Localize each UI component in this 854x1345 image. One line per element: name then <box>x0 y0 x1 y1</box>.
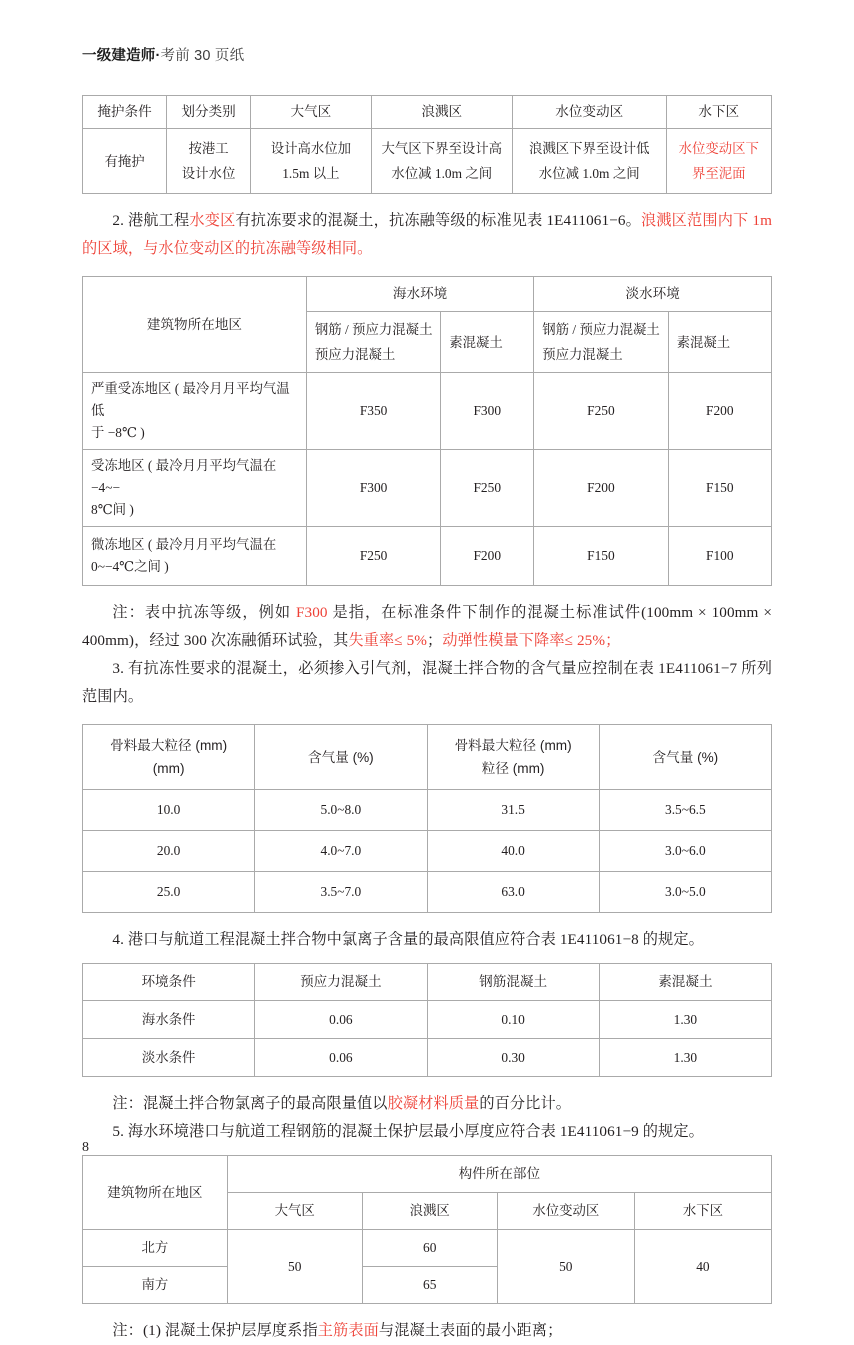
table-chloride-limits <box>82 963 772 1077</box>
table5-cell-waterlevel: 50 <box>497 1230 634 1304</box>
table4-header-cell: 钢筋混凝土 <box>427 964 599 1001</box>
table2-value-cell: F150 <box>668 450 771 527</box>
table-row <box>83 527 772 586</box>
table-row <box>83 790 772 831</box>
table2-value-cell: F250 <box>441 450 534 527</box>
table2-value-cell: F200 <box>441 527 534 586</box>
table1-cell: 有掩护 <box>83 129 167 194</box>
table2-region-cell: 微冻地区 ( 最冷月月平均气温在 0~−4℃之间 ) <box>83 527 307 586</box>
table-cover-thickness <box>82 1155 772 1304</box>
table3-cell: 3.5~7.0 <box>255 872 427 913</box>
table5-cell-splash: 65 <box>362 1267 497 1304</box>
table2-value-cell: F300 <box>441 373 534 450</box>
table1-header-cell: 划分类别 <box>167 96 251 129</box>
table-row <box>83 872 772 913</box>
table4-header-cell: 预应力混凝土 <box>255 964 427 1001</box>
table5-subheader: 浪溅区 <box>362 1193 497 1230</box>
table3-cell: 3.5~6.5 <box>599 790 771 831</box>
table2-subheader: 钢筋 / 预应力混凝土 预应力混凝土 <box>534 312 668 373</box>
table3-header-cell: 含气量 (%) <box>255 725 427 790</box>
running-head <box>82 44 772 65</box>
table-row <box>83 1001 772 1039</box>
running-head-subtitle: 考前 30 页纸 <box>160 48 245 64</box>
table-row <box>83 96 772 129</box>
table-zone-division <box>82 95 772 194</box>
paragraph-item-2 <box>82 207 772 263</box>
table2-subheader: 钢筋 / 预应力混凝土 预应力混凝土 <box>306 312 440 373</box>
table3-cell: 40.0 <box>427 831 599 872</box>
note-table-5 <box>82 1317 772 1345</box>
para2-highlight-1: 水变区 <box>189 212 236 229</box>
table5-group-header: 构件所在部位 <box>227 1156 771 1193</box>
table-frost-resistance-grades <box>82 276 772 586</box>
table5-subheader: 水位变动区 <box>497 1193 634 1230</box>
table1-cell: 浪溅区下界至设计低 水位减 1.0m 之间 <box>512 129 666 194</box>
table1-cell: 设计高水位加 1.5m 以上 <box>251 129 372 194</box>
note5-text-b: 与混凝土表面的最小距离； <box>378 1322 563 1339</box>
note4-text-a: 注：混凝土拌合物氯离子的最高限量值以 <box>112 1095 388 1112</box>
table3-cell: 3.0~6.0 <box>599 831 771 872</box>
table3-cell: 5.0~8.0 <box>255 790 427 831</box>
table4-cell: 0.06 <box>255 1001 427 1039</box>
table-air-content <box>82 724 772 913</box>
paragraph-item-3: 3. 有抗冻性要求的混凝土，必须掺入引气剂，混凝土拌合物的含气量应控制在表 1E411061−7 所列范围内。 <box>82 660 772 705</box>
table4-header-cell: 环境条件 <box>83 964 255 1001</box>
note2-text-c: ； <box>427 632 443 649</box>
note5-text-a: 注：(1) 混凝土保护层厚度系指 <box>112 1322 318 1339</box>
table1-cell: 大气区下界至设计高 水位减 1.0m 之间 <box>371 129 512 194</box>
table2-group-header-freshwater: 淡水环境 <box>534 277 772 312</box>
table2-header-region: 建筑物所在地区 <box>83 277 307 373</box>
table3-cell: 63.0 <box>427 872 599 913</box>
table1-cell-highlighted: 水位变动区下 界至泥面 <box>666 129 771 194</box>
note4-highlight: 胶凝材料质量 <box>387 1095 480 1112</box>
table1-header-cell: 掩护条件 <box>83 96 167 129</box>
table-row <box>83 964 772 1001</box>
table-row <box>83 1230 772 1267</box>
table-row <box>83 373 772 450</box>
table3-header-cell: 骨料最大粒径 (mm) 粒径 (mm) <box>427 725 599 790</box>
table4-cell: 淡水条件 <box>83 1039 255 1077</box>
table1-header-cell: 大气区 <box>251 96 372 129</box>
table3-cell: 25.0 <box>83 872 255 913</box>
table5-cell-atmospheric: 50 <box>227 1230 362 1304</box>
table-row <box>83 1039 772 1077</box>
table3-cell: 4.0~7.0 <box>255 831 427 872</box>
table3-cell: 10.0 <box>83 790 255 831</box>
table5-cell-underwater: 40 <box>634 1230 771 1304</box>
table2-value-cell: F150 <box>534 527 668 586</box>
table-row <box>83 277 772 312</box>
note-table-4 <box>82 1090 772 1118</box>
table2-value-cell: F200 <box>534 450 668 527</box>
table5-region-cell: 南方 <box>83 1267 228 1304</box>
paragraph-item-4: 4. 港口与航道工程混凝土拌合物中氯离子含量的最高限值应符合表 1E411061−8 的规定。 <box>112 931 704 948</box>
table4-cell: 1.30 <box>599 1039 771 1077</box>
table-row <box>83 725 772 790</box>
note2-text-a: 注：表中抗冻等级，例如 <box>112 604 296 621</box>
table2-value-cell: F250 <box>534 373 668 450</box>
table2-value-cell: F350 <box>306 373 440 450</box>
running-head-title: 一级建造师 <box>82 48 156 64</box>
table4-cell: 0.10 <box>427 1001 599 1039</box>
table3-cell: 3.0~5.0 <box>599 872 771 913</box>
table4-cell: 0.06 <box>255 1039 427 1077</box>
table2-value-cell: F250 <box>306 527 440 586</box>
table5-header-region: 建筑物所在地区 <box>83 1156 228 1230</box>
table2-region-cell: 严重受冻地区 ( 最冷月月平均气温低 于 −8℃ ) <box>83 373 307 450</box>
table-row <box>83 129 772 194</box>
table2-region-cell: 受冻地区 ( 最冷月月平均气温在 −4~− 8℃间 ) <box>83 450 307 527</box>
table3-header-cell: 含气量 (%) <box>599 725 771 790</box>
table2-value-cell: F200 <box>668 373 771 450</box>
table4-cell: 海水条件 <box>83 1001 255 1039</box>
table4-cell: 0.30 <box>427 1039 599 1077</box>
page-number: 8 <box>82 1140 89 1155</box>
table1-cell: 按港工 设计水位 <box>167 129 251 194</box>
table-row <box>83 831 772 872</box>
table5-subheader: 水下区 <box>634 1193 771 1230</box>
table4-header-cell: 素混凝土 <box>599 964 771 1001</box>
note4-text-b: 的百分比计。 <box>479 1095 572 1112</box>
table5-cell-splash: 60 <box>362 1230 497 1267</box>
table1-header-cell: 水位变动区 <box>512 96 666 129</box>
note-table-2 <box>82 599 772 655</box>
table2-value-cell: F300 <box>306 450 440 527</box>
table1-header-cell: 水下区 <box>666 96 771 129</box>
table2-subheader: 素混凝土 <box>668 312 771 373</box>
paragraph-item-5: 5. 海水环境港口与航道工程钢筋的混凝土保护层最小厚度应符合表 1E411061−9 的规定。 <box>112 1123 704 1140</box>
table-row <box>83 450 772 527</box>
table5-subheader: 大气区 <box>227 1193 362 1230</box>
table2-group-header-seawater: 海水环境 <box>306 277 533 312</box>
note5-highlight: 主筋表面 <box>317 1322 379 1339</box>
note2-highlight-f300: F300 <box>295 604 328 621</box>
table3-cell: 20.0 <box>83 831 255 872</box>
table4-cell: 1.30 <box>599 1001 771 1039</box>
para2-middle: 有抗冻要求的混凝土，抗冻融等级的标准见表 1E411061−6。 <box>235 212 641 229</box>
table3-cell: 31.5 <box>427 790 599 831</box>
table2-value-cell: F100 <box>668 527 771 586</box>
note2-text-b: 是指，在标准条件下制作的混凝土标准试件(100mm × 100mm × 400mm)，经过 300 次冻融循环试验，其 <box>82 604 772 649</box>
table-row <box>83 1156 772 1193</box>
para2-highlight-2: 浪溅区范围内下 1m 的区域，与水位变动区的抗冻融等级相同。 <box>82 212 772 257</box>
note2-highlight-modulus: 动弹性模量下降率≤ 25%； <box>442 632 621 649</box>
note2-highlight-weightloss: 失重率≤ 5% <box>348 632 428 649</box>
table2-subheader: 素混凝土 <box>441 312 534 373</box>
table5-region-cell: 北方 <box>83 1230 228 1267</box>
running-head-separator: · <box>155 48 161 64</box>
table1-header-cell: 浪溅区 <box>371 96 512 129</box>
para2-prefix: 2. 港航工程 <box>112 212 190 229</box>
table3-header-cell: 骨料最大粒径 (mm) (mm) <box>83 725 255 790</box>
